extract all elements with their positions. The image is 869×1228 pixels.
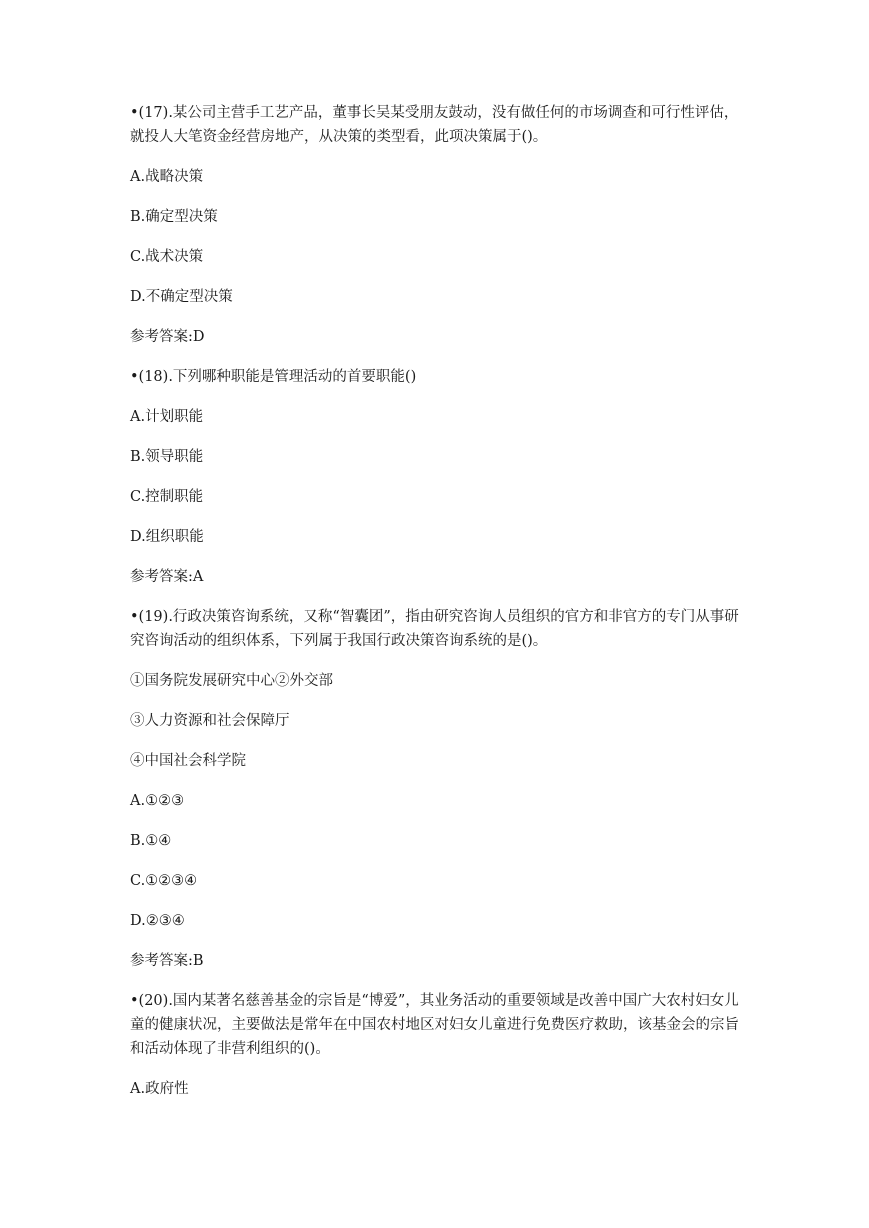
question-19 <box>130 605 740 973</box>
answer-line: 参考答案:D <box>130 329 205 345</box>
option-b: B.确定型决策 <box>130 209 218 225</box>
statement-line: ④中国社会科学院 <box>130 753 246 769</box>
option-b: B.①④ <box>130 833 172 849</box>
statement-line: ③人力资源和社会保障厅 <box>130 713 290 729</box>
question-20 <box>130 989 740 1101</box>
question-stem: •(18).下列哪种职能是管理活动的首要职能() <box>130 369 417 385</box>
option-a: A.政府性 <box>130 1081 189 1097</box>
option-d: D.组织职能 <box>130 529 204 545</box>
question-17 <box>130 101 740 349</box>
option-d: D.②③④ <box>130 913 185 929</box>
answer-line: 参考答案:A <box>130 569 204 585</box>
document-page <box>130 101 740 1117</box>
question-stem: •(20).国内某著名慈善基金的宗旨是“博爱”，其业务活动的重要领域是改善中国广大农村妇女儿童的健康状况，主要做法是常年在中国农村地区对妇女儿童进行免费医疗救助，该基金会的宗旨和活动体现了非营利组织的()。 <box>130 993 739 1057</box>
option-a: A.①②③ <box>130 793 185 809</box>
option-b: B.领导职能 <box>130 449 204 465</box>
option-a: A.战略决策 <box>130 169 204 185</box>
statement-line: ①国务院发展研究中心②外交部 <box>130 673 333 689</box>
question-stem: •(17).某公司主营手工艺产品，董事长吴某受朋友鼓动，没有做任何的市场调查和可行性评估，就投人大笔资金经营房地产，从决策的类型看，此项决策属于()。 <box>130 105 739 145</box>
option-a: A.计划职能 <box>130 409 204 425</box>
option-c: C.战术决策 <box>130 249 204 265</box>
option-c: C.①②③④ <box>130 873 198 889</box>
answer-line: 参考答案:B <box>130 953 204 969</box>
question-stem: •(19).行政决策咨询系统，又称“智囊团”，指由研究咨询人员组织的官方和非官方的专门从事研究咨询活动的组织体系，下列属于我国行政决策咨询系统的是()。 <box>130 609 739 649</box>
question-18 <box>130 365 740 589</box>
option-c: C.控制职能 <box>130 489 204 505</box>
option-d: D.不确定型决策 <box>130 289 233 305</box>
